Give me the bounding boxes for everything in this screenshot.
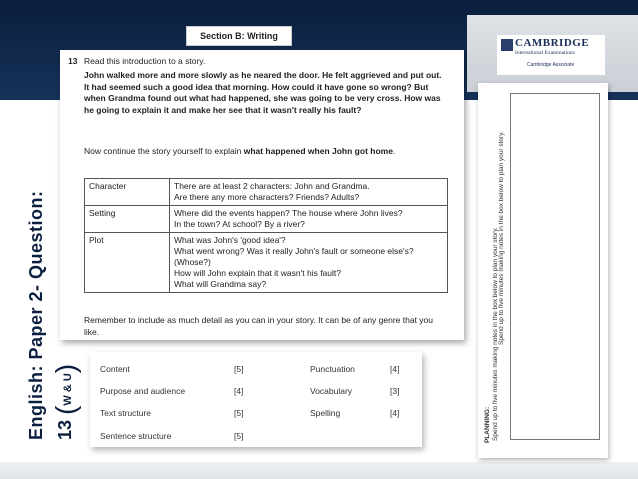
- row-content: What was John's 'good idea'? What went wrong? Was it really John's fault or someone else's? (Whose?) How will John explain that it wasn't his fault? What will Grandma say?: [170, 233, 448, 293]
- title-paper-code: W & U: [62, 373, 74, 406]
- mark-label: Content: [100, 364, 130, 374]
- remember-note: Remember to include as much detail as you can in your story. It can be of any genre that you like.: [84, 315, 434, 337]
- mark-value: [4]: [234, 386, 244, 396]
- section-heading: Section B: Writing: [186, 26, 292, 46]
- planning-table: [84, 178, 448, 293]
- table-row: [85, 233, 448, 293]
- mark-scheme-card: [90, 352, 422, 447]
- table-row: [85, 206, 448, 233]
- row-label: Character: [85, 179, 170, 206]
- row-content: Where did the events happen? The house where John lives? In the town? At school? By a river?: [170, 206, 448, 233]
- cambridge-logo: CAMBRIDGE International Examinations Cambridge Associate: [497, 35, 605, 75]
- mark-label: Sentence structure: [100, 431, 172, 441]
- row-content: There are at least 2 characters: John and Grandma. Are there any more characters? Friends? Adults?: [170, 179, 448, 206]
- mark-label: Vocabulary: [310, 386, 353, 396]
- shield-icon: [501, 39, 513, 51]
- planning-sheet: [478, 83, 608, 458]
- mark-value: [4]: [390, 408, 400, 418]
- mark-value: [5]: [234, 431, 244, 441]
- question-number: 13: [68, 56, 78, 66]
- mark-label: Spelling: [310, 408, 341, 418]
- mark-value: [5]: [234, 408, 244, 418]
- story-introduction: John walked more and more slowly as he neared the door. He felt aggrieved and put out. It had seemed such a good idea that morning. How could it have gone so wrong? But when Grandma found out what had happened, she was going to be very cross. How was he going to explain it and make her see that it wasn't really his fault?: [84, 70, 442, 115]
- planning-heading: PLANNING:: [484, 406, 491, 443]
- row-label: Setting: [85, 206, 170, 233]
- title-line-1: English: Paper 2- Question:: [26, 190, 46, 440]
- question-intro: Read this introduction to a story.: [84, 56, 206, 66]
- planning-notes-box: [510, 93, 600, 440]
- footer-band: [0, 462, 638, 479]
- title-line-2: 13 (W & U): [50, 363, 81, 440]
- row-label: Plot: [85, 233, 170, 293]
- planning-instruction: Spend up to five minutes making notes in the box below to plan your story.: [492, 227, 499, 441]
- exam-paper: [60, 50, 464, 340]
- mark-value: [5]: [234, 364, 244, 374]
- table-row: [85, 179, 448, 206]
- cambridge-logo-panel: [467, 15, 638, 92]
- mark-label: Punctuation: [310, 364, 355, 374]
- title-question-number: 13: [55, 419, 75, 440]
- mark-label: Text structure: [100, 408, 152, 418]
- mark-label: Purpose and audience: [100, 386, 186, 396]
- planning-instruction-side: Spend up to five minutes making notes in the box below to plan your story.: [498, 131, 505, 345]
- mark-value: [4]: [390, 364, 400, 374]
- mark-value: [3]: [390, 386, 400, 396]
- task-instruction: Now continue the story yourself to explain what happened when John got home.: [84, 146, 396, 156]
